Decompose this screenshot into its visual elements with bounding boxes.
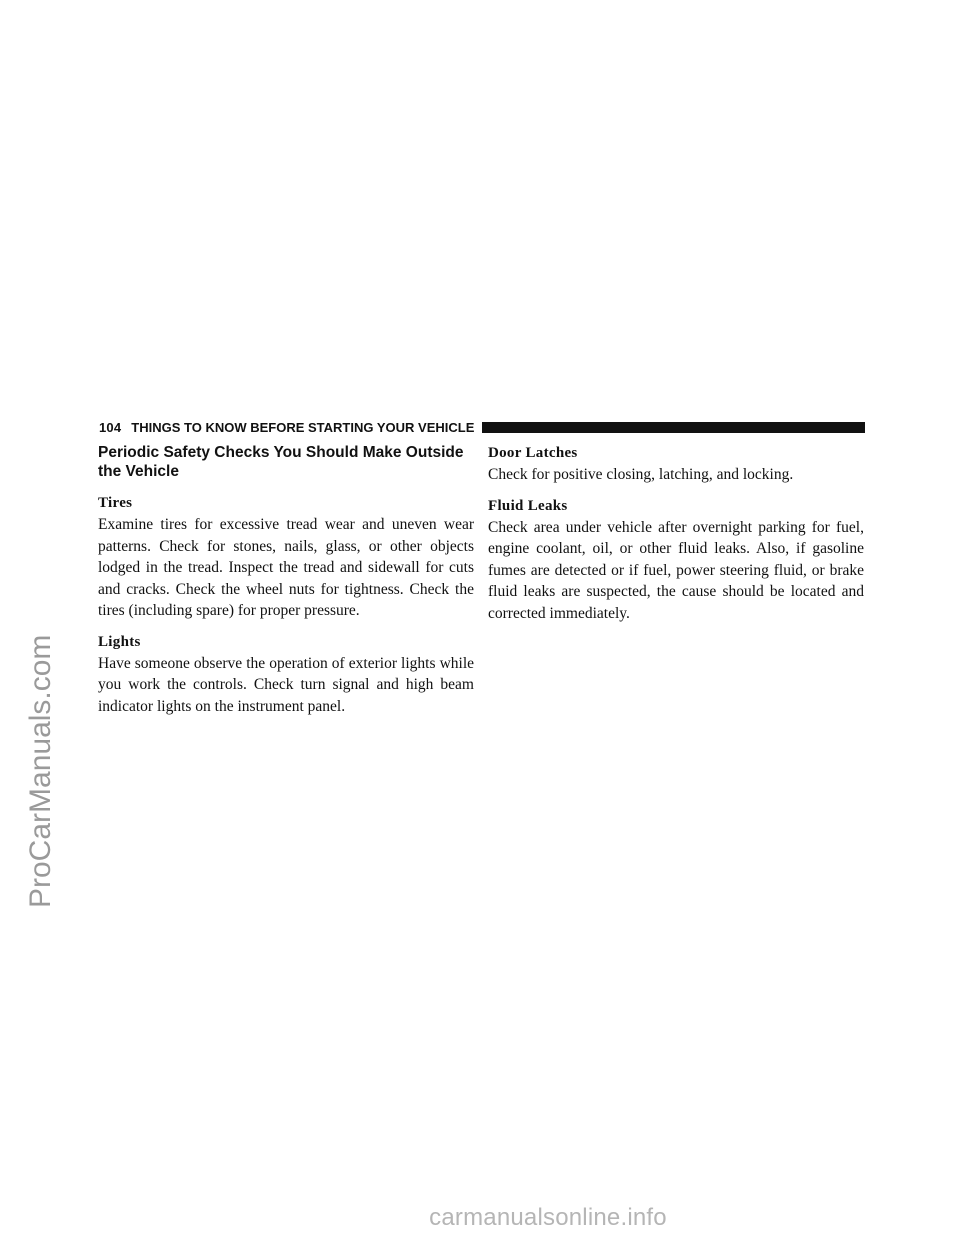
footer-watermark-text: carmanualsonline.info xyxy=(429,1204,667,1231)
fluid-leaks-body: Check area under vehicle after overnight parking for fuel, engine coolant, oil, or other fluid leaks. Also, if gasoline fumes are detected or if fuel, power steering fluid, or brake fluid leaks are suspected, the cause should be located and corrected immediately. xyxy=(488,518,864,622)
tires-body: Examine tires for excessive tread wear and uneven wear patterns. Check for stones, nails, glass, or other objects lodged in the tread. Inspect the tread and sidewall for cuts and cracks. Check the wheel nuts for tightness. Check the tires (including spare) for proper pressure. xyxy=(98,516,474,619)
page-header xyxy=(99,417,865,437)
header-rule xyxy=(482,422,865,433)
header-title: THINGS TO KNOW BEFORE STARTING YOUR VEHICLE xyxy=(131,419,475,435)
side-watermark xyxy=(6,430,70,910)
left-column xyxy=(98,437,474,727)
right-column xyxy=(488,437,864,634)
page-number: 104 xyxy=(99,419,122,435)
side-watermark-text: ProCarManuals.com xyxy=(24,634,57,908)
door-latches-heading: Door Latches xyxy=(488,445,578,461)
footer-watermark xyxy=(0,1204,960,1232)
lights-body: Have someone observe the operation of exterior lights while you work the controls. Check turn signal and high beam indicator lights on the instrument panel. xyxy=(98,654,474,715)
fluid-leaks-heading: Fluid Leaks xyxy=(488,497,568,514)
door-latches-body: Check for positive closing, latching, and locking. xyxy=(488,466,794,483)
tires-heading: Tires xyxy=(98,495,133,511)
lights-heading: Lights xyxy=(98,633,141,650)
section-heading: Periodic Safety Checks You Should Make Outside the Vehicle xyxy=(98,444,464,480)
